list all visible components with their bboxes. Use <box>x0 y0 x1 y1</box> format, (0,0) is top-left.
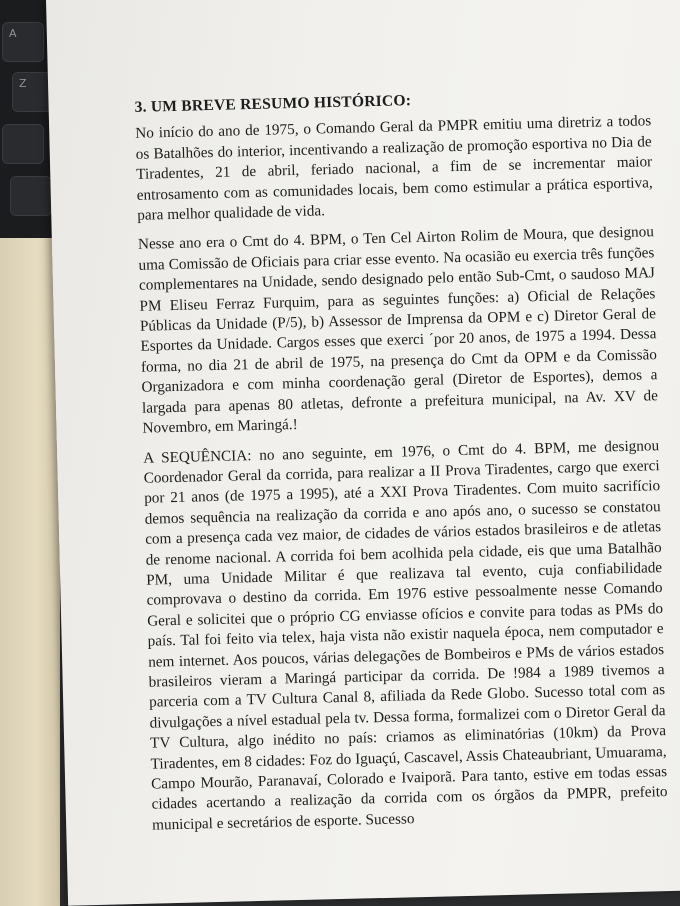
wooden-desk <box>0 238 60 906</box>
key-label-a: A <box>9 27 17 40</box>
section-heading: 3. UM BREVE RESUMO HISTÓRICO: <box>134 92 412 116</box>
paragraph-1: No início do ano de 1975, o Comando Geral da PMPR emitiu uma diretriz a todos os Batalhões do interior, incentivando a realização de promoção esportiva no Dia de Tiradentes, 21 de abril, feriado nacional, a fim de se incrementar maior entrosamento com as comunidades locais, bem como estimular a prática esportiva, para melhor qualidade de vida. <box>135 112 653 224</box>
paragraph-2: Nesse ano era o Cmt do 4. BPM, o Ten Cel Airton Rolim de Moura, que designou uma Comissão de Oficiais para criar esse evento. Na ocasião eu exercia três funções complementares na Unidade, sendo designado pelo então Sub-Cmt, o saudoso MAJ PM Eliseu Ferraz Furquim, para as seguintes funções: a) Oficial de Relações Públicas da Unidade (P/5), b) Assessor de Imprensa da OPM e c) Diretor Geral de Esportes da Unidade. Cargos esses que exerci ´por 20 anos, de 1975 a 1994. Dessa forma, no dia 21 de abril de 1975, na presença do Cmt da OPM e da Comissão Organizadora e com minha coordenação geral (Diretor de Esportes), demos a largada para apenas 80 atletas, defronte a prefeitura municipal, na Av. XV de Novembro, em Maringá.! <box>137 223 659 437</box>
document-body <box>134 85 668 845</box>
keyboard-key <box>10 176 52 216</box>
keyboard-key-a <box>2 22 44 62</box>
keyboard-key <box>2 124 44 164</box>
paper-sheet <box>46 0 680 906</box>
key-label-z: Z <box>19 77 27 90</box>
paragraph-3: A SEQUÊNCIA: no ano seguinte, em 1976, o Cmt do 4. BPM, me designou Coordenador Geral da corrida, para realizar a II Prova Tiradentes, cargo que exerci por 21 anos (de 1975 a 1995), até a XXI Prova Tiradentes. Com muito sacrifício demos sequência na realização da corrida e ano após ano, o sucesso se constatou com a presença cada vez maior, de cidades de vários estados brasileiros e de atletas de renome nacional. A corrida foi bem acolhida pela cidade, eis que uma Batalhão PM, uma Unidade Militar é que realizava tal evento, cuja confiabilidade comprovava o destino da corrida. Em 1976 estive pessoalmente nesse Comando Geral e solicitei que o próprio CG enviasse ofícios e convite para todas as PMs do país. Tal foi feito via telex, haja vista não existir naquela época, nem computador e nem internet. Aos poucos, várias delegações de Bombeiros e PMs de vários estados brasileiros vieram a Maringá participar da corrida. De !984 a 1989 tivemos a parceria com a TV Cultura Canal 8, afiliada da Rede Globo. Sucesso total com as divulgações a nível estadual pela tv. Dessa forma, formalizei com o Diretor Geral da TV Cultura, algo inédito no país: criamos as eliminatórias (10km) da Prova Tiradentes, em 8 cidades: Foz do Iguaçú, Cascavel, Assis Chateaubriant, Umuarama, Campo Mourão, Paranavaí, Colorado e Ivaiporã. Para tanto, estive em todas essas cidades acertando a realização da corrida com os órgãos da PMPR, prefeito municipal e secretários de esporte. Sucesso <box>143 436 668 834</box>
